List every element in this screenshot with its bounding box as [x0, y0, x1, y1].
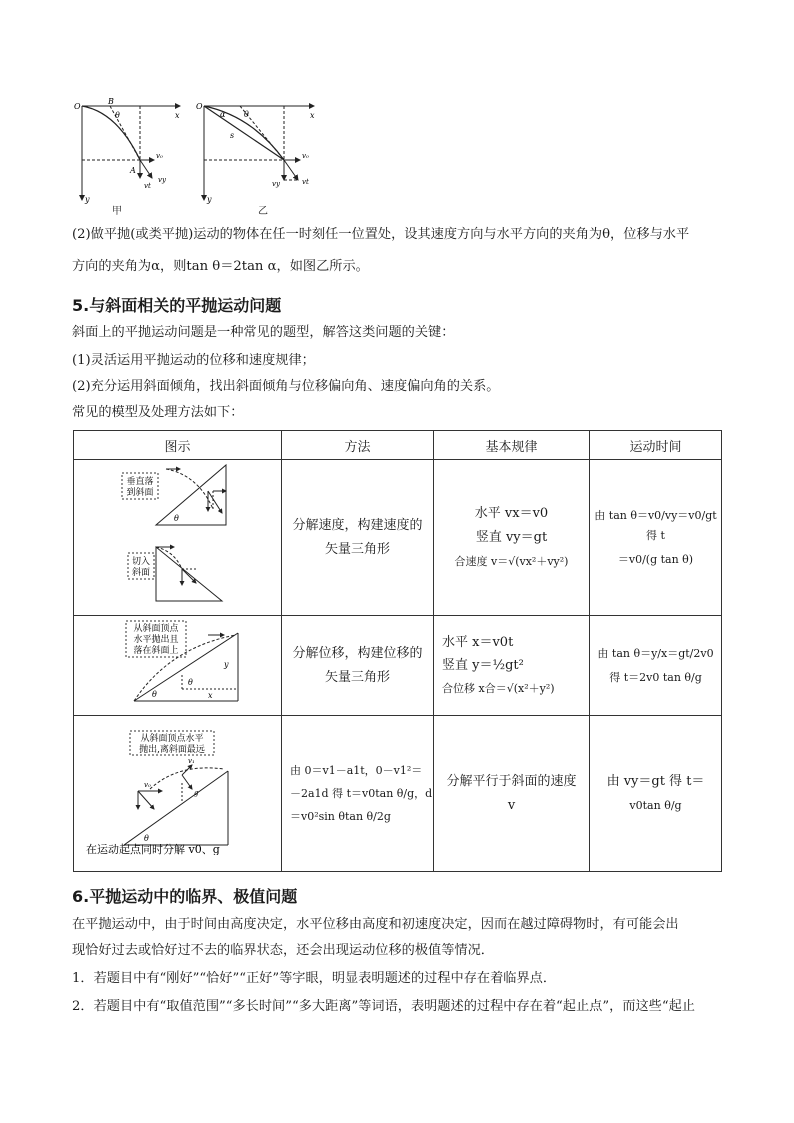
- row1-diagram: [78, 461, 278, 611]
- row1-law-line3: 合速度 v＝√(vx²＋vy²): [454, 554, 569, 568]
- row1-time: [590, 460, 722, 616]
- label-far-1: 从斜面顶点水平: [139, 733, 204, 744]
- section5-heading: 5.与斜面相关的平抛运动问题: [72, 296, 282, 315]
- section6-p2: 现恰好过去或恰好过不去的临界状态，还会出现运动位移的极值等情况．: [72, 943, 494, 958]
- caption-yi: 乙: [258, 206, 268, 217]
- row3-time-line1: 由 vy＝gt 得 t＝: [606, 773, 705, 789]
- section6-item2: 2．若题目中有“取值范围”“多长时间”“多大距离”等词语，表明题述的过程中存在着“起止点”，而这些“起止: [72, 999, 695, 1014]
- label-y: y: [207, 195, 212, 204]
- label-vt: vt: [144, 182, 151, 190]
- row3-law: [434, 716, 590, 872]
- row1-law: [434, 460, 590, 616]
- row1-method-line1: 分解速度，构建速度的: [292, 517, 423, 533]
- svg-text:v₀: v₀: [143, 780, 151, 789]
- row2-diagram: [78, 617, 278, 711]
- row2-figure: [74, 616, 282, 716]
- label-vy: vy: [158, 176, 166, 184]
- row1-figure: [74, 460, 282, 616]
- row2-time: [590, 616, 722, 716]
- label-x: x: [175, 111, 180, 120]
- row1-time-line1: 由 tan θ＝v0/vy＝v0/gt 得 t: [594, 508, 717, 542]
- row2-time-line1: 由 tan θ＝y/x＝gt/2v0: [597, 646, 714, 660]
- row2-method: [282, 616, 434, 716]
- row2-law-line1: 水平 x＝v0t: [442, 635, 514, 650]
- label-top-3: 落在斜面上: [132, 645, 179, 656]
- row3-time: [590, 716, 722, 872]
- label-s: s: [230, 131, 235, 140]
- row1-law-line1: 水平 vx＝v0: [474, 505, 549, 521]
- rules-table: [73, 430, 722, 872]
- row2-law: [434, 616, 590, 716]
- section5-intro: 斜面上的平抛运动问题是一种常见的题型，解答这类问题的关键：: [72, 325, 455, 340]
- label-far-2: 抛出,离斜面最远: [138, 744, 205, 755]
- table-row: [74, 616, 722, 716]
- svg-text:θ: θ: [143, 833, 149, 843]
- label-B: B: [108, 97, 114, 106]
- label-v0: v₀: [156, 152, 163, 160]
- header-time: 运动时间: [590, 431, 722, 460]
- label-top-2: 水平抛出且: [132, 634, 179, 645]
- row1-law-line2: 竖直 vy＝gt: [475, 529, 548, 545]
- section6-item1: 1．若题目中有“刚好”“恰好”“正好”等字眼，明显表明题述的过程中存在着临界点．: [72, 971, 557, 986]
- svg-text:x: x: [207, 690, 213, 700]
- svg-text:g: g: [193, 788, 198, 797]
- svg-text:θ: θ: [187, 677, 193, 687]
- row3-method: [282, 716, 434, 872]
- label-vy: vy: [272, 180, 280, 188]
- label-v0: v₀: [302, 152, 309, 160]
- table-row: [74, 716, 722, 872]
- row3-figure: [74, 716, 282, 872]
- header-law: 基本规律: [434, 431, 590, 460]
- figure-yi: [194, 96, 324, 208]
- section6-heading: 6.平抛运动中的临界、极值问题: [72, 887, 298, 906]
- label-tangent-1: 切入: [131, 556, 150, 567]
- label-theta: θ: [115, 111, 120, 120]
- row3-method-line1: 由 0＝v1－a1t，0－v1²＝: [290, 764, 423, 777]
- label-perp-2: 到斜面: [125, 487, 154, 498]
- section5-lead: 常见的模型及处理方法如下：: [72, 405, 244, 420]
- label-perp-1: 垂直落: [125, 476, 154, 487]
- svg-text:θ: θ: [173, 513, 179, 523]
- row1-time-line2: ＝v0/(g tan θ): [617, 552, 694, 566]
- section5-item1: (1)灵活运用平抛运动的位移和速度规律；: [72, 353, 315, 368]
- row2-method-line2: 矢量三角形: [324, 669, 390, 685]
- row3-diagram: [78, 729, 278, 855]
- row2-method-line1: 分解位移，构建位移的: [292, 645, 423, 661]
- section6-p1: 在平抛运动中，由于时间由高度决定，水平位移由高度和初速度决定，因而在越过障碍物时，有可能会出: [72, 917, 679, 932]
- row2-law-line3: 合位移 x合＝√(x²＋y²): [442, 682, 555, 695]
- row3-time-line2: v0tan θ/g: [629, 798, 682, 812]
- label-A: A: [130, 166, 136, 175]
- row1-method-line2: 矢量三角形: [324, 541, 390, 557]
- label-alpha: α: [220, 110, 226, 119]
- row1-method: [282, 460, 434, 616]
- label-top-1: 从斜面顶点: [132, 623, 179, 634]
- label-O: O: [74, 102, 81, 111]
- para2-line1: (2)做平抛(或类平抛)运动的物体在任一时刻任一位置处，设其速度方向与水平方向的夹角为θ，位移与水平: [72, 227, 690, 242]
- svg-text:y: y: [223, 659, 229, 669]
- row3-method-line3: ＝v0²sin θtan θ/2g: [290, 810, 391, 823]
- label-O: O: [196, 102, 203, 111]
- caption-jia: 甲: [112, 206, 122, 217]
- svg-text:v₁: v₁: [187, 756, 195, 765]
- table-row: [74, 460, 722, 616]
- label-theta: θ: [244, 110, 249, 119]
- header-figure: 图示: [74, 431, 282, 460]
- label-tangent-2: 斜面: [131, 567, 150, 578]
- table-header-row: [74, 431, 722, 460]
- row3-law-line1: 分解平行于斜面的速度: [446, 773, 577, 789]
- figure-jia: [72, 96, 192, 218]
- row3-method-line2: －2a1d 得 t＝v0tan θ/g，d: [290, 787, 433, 800]
- row3-caption: 在运动起点同时分解 v0、g: [85, 842, 220, 855]
- label-vt: vt: [302, 178, 309, 186]
- svg-text:θ: θ: [151, 689, 157, 699]
- label-y: y: [85, 195, 90, 204]
- row2-time-line2: 得 t＝2v0 tan θ/g: [609, 670, 702, 684]
- row3-law-line2: v: [507, 797, 516, 813]
- header-method: 方法: [282, 431, 434, 460]
- label-x: x: [310, 111, 315, 120]
- para2-line2: 方向的夹角为α，则tan θ＝2tan α，如图乙所示。: [72, 259, 369, 274]
- section5-item2: (2)充分运用斜面倾角，找出斜面倾角与位移偏向角、速度偏向角的关系。: [72, 379, 500, 394]
- row2-law-line2: 竖直 y＝½gt²: [442, 658, 524, 673]
